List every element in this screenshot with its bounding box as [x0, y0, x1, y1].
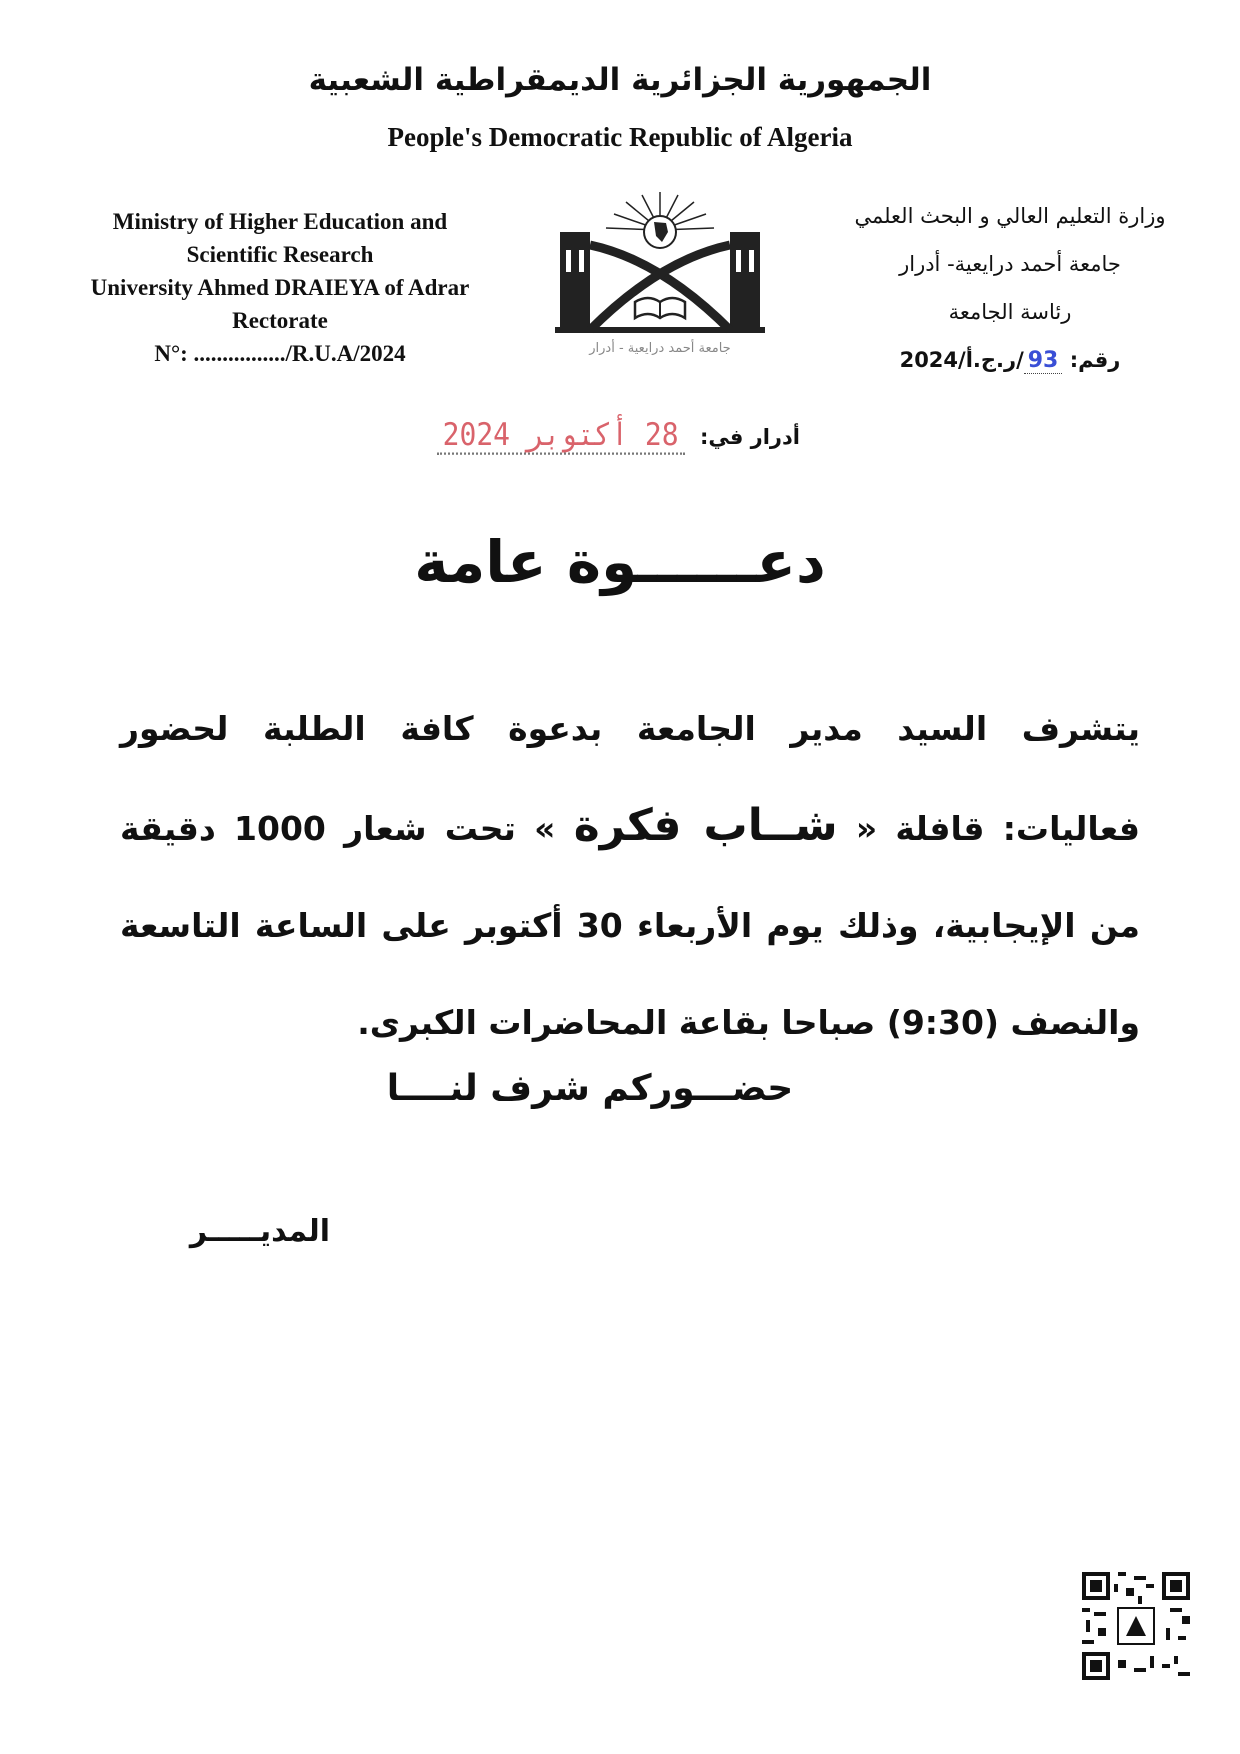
ministry-line-1: Ministry of Higher Education and	[112, 209, 448, 234]
university-name: University Ahmed DRAIEYA of Adrar	[90, 275, 470, 300]
logo-caption: جامعة أحمد درايعية - أدرار	[589, 341, 731, 356]
date-stamp: 28 أكتوبر 2024	[437, 416, 685, 455]
body-line-3: من الإيجابية، وذلك يوم الأربعاء 30 أكتوبر على الساعة التاسعة	[120, 906, 1140, 945]
english-header-block	[60, 205, 500, 370]
reference-number-en: N°: ................/R.U.A/2024	[154, 341, 406, 366]
rectorate-label-ar: رئاسة الجامعة	[948, 300, 1072, 324]
closing-phrase: حضـــوركم شرف لنــــا	[386, 1068, 794, 1109]
body-line-2-end: » تحت شعار 1000 دقيقة	[120, 809, 556, 848]
body-line-4: والنصف (9:30) صباحا بقاعة المحاضرات الكبرى.	[357, 1003, 1140, 1042]
reference-prefix-ar: رقم:	[1069, 348, 1121, 372]
event-slogan: شــاب فكرة	[573, 800, 838, 851]
document-title: دعــــــوة عامة	[414, 528, 826, 596]
university-name-ar: جامعة أحمد درايعية- أدرار	[899, 252, 1121, 276]
reference-number-ar	[820, 336, 1200, 385]
ministry-line-ar: وزارة التعليم العالي و البحث العلمي	[854, 204, 1166, 228]
signature-title: المديـــــر	[189, 1214, 331, 1249]
date-line	[440, 418, 800, 453]
university-logo	[550, 190, 770, 360]
body-line-1: يتشرف السيد مدير الجامعة بدعوة كافة الطلبة لحضور	[120, 709, 1140, 748]
arabic-header-block	[820, 192, 1200, 385]
reference-suffix-ar: /ر.ج.أ/2024	[899, 348, 1024, 372]
qr-code	[1082, 1572, 1190, 1680]
body-line-2	[120, 777, 1140, 877]
handwritten-reference-number: 93	[1024, 348, 1063, 374]
date-label: أدرار في:	[699, 425, 800, 449]
arabic-republic-title: الجمهورية الجزائرية الديمقراطية الشعبية	[308, 62, 932, 98]
body-line-2-start: فعاليات: قافلة «	[855, 809, 1140, 848]
invitation-body	[120, 680, 1140, 1071]
ministry-line-2: Scientific Research	[186, 242, 374, 267]
rectorate-label: Rectorate	[232, 308, 328, 333]
english-republic-title: People's Democratic Republic of Algeria	[387, 122, 853, 152]
